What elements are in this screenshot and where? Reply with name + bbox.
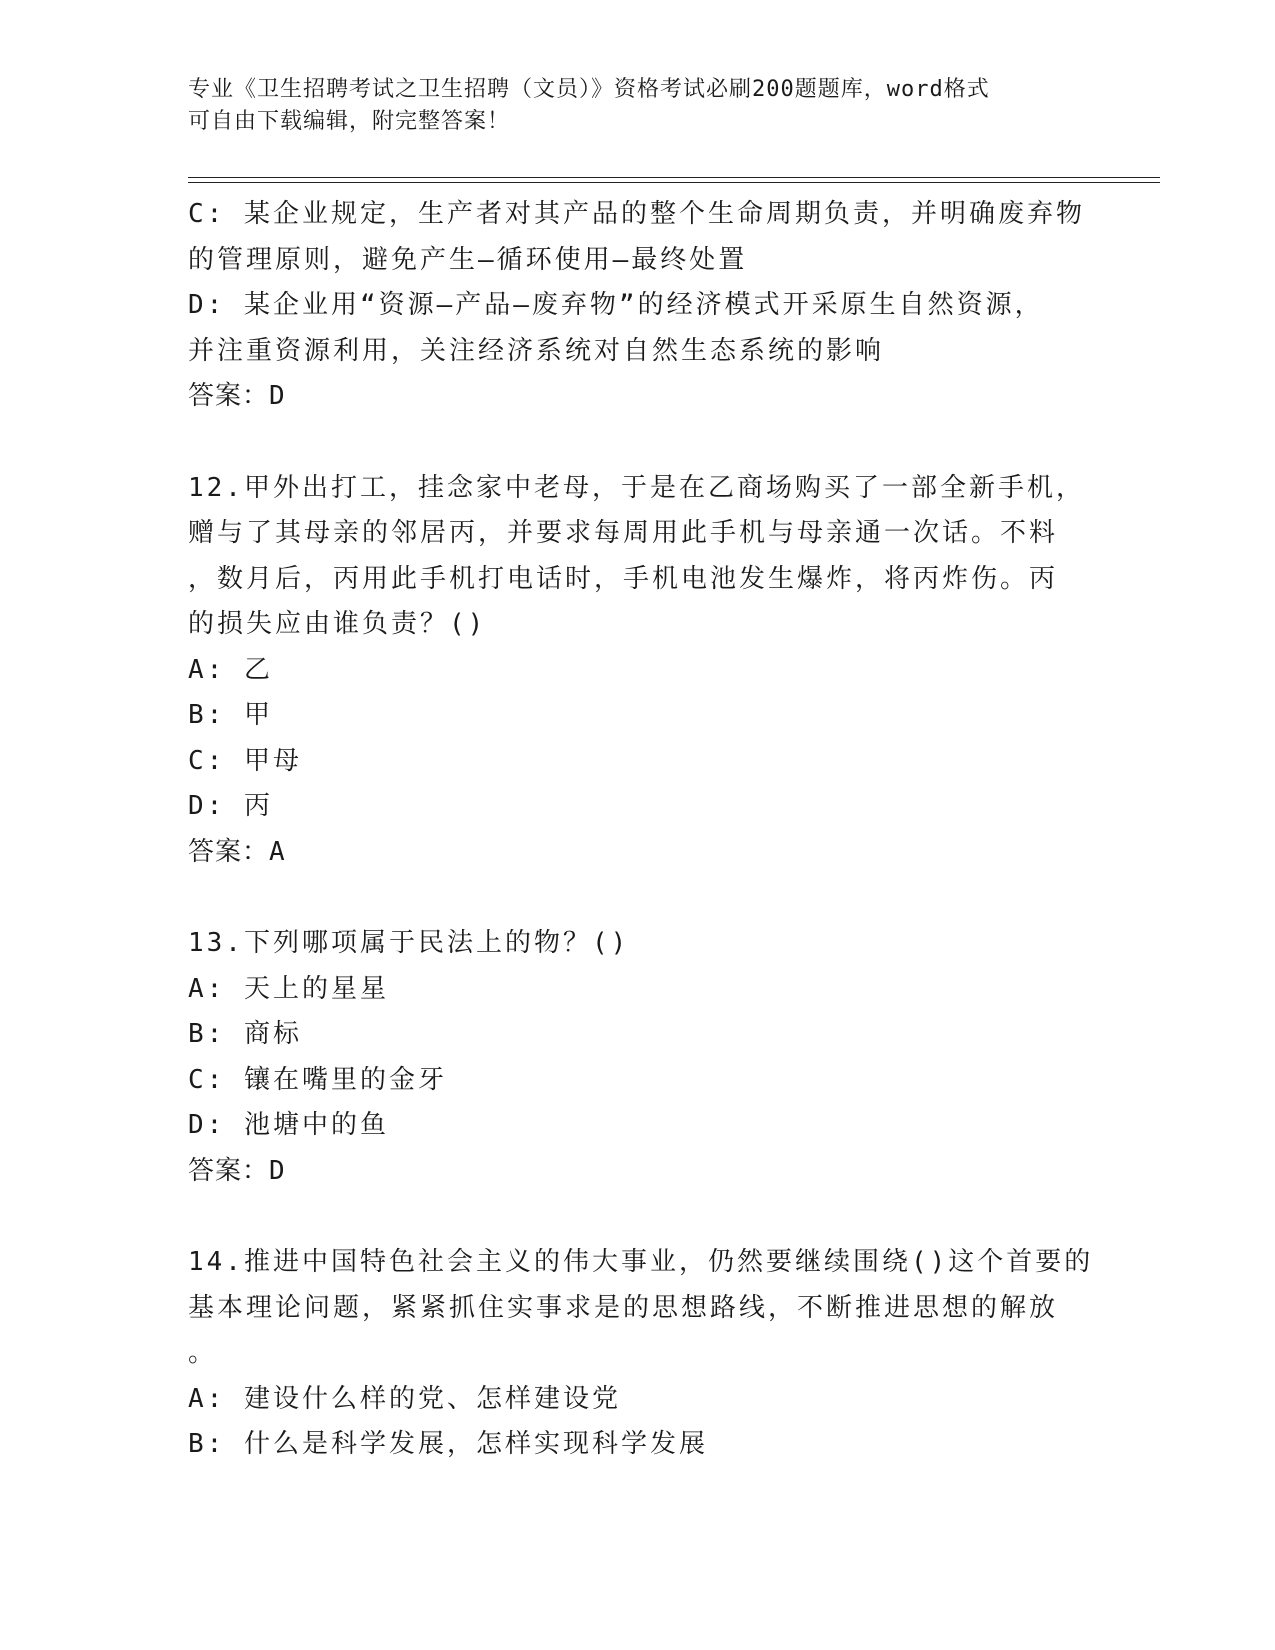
spacer <box>188 420 1088 466</box>
option-d-line-1: D: 某企业用“资源—产品—废弃物”的经济模式开采原生自然资源， <box>188 290 1044 320</box>
question-14-option-b: B: 什么是科学发展，怎样实现科学发展 <box>188 1429 708 1459</box>
spacer <box>188 1194 1088 1240</box>
question-13-option-c: C: 镶在嘴里的金牙 <box>188 1064 447 1095</box>
header-title-line-2: 可自由下载编辑，附完整答案！ <box>188 109 511 134</box>
question-14-option-a: A: 建设什么样的党、怎样建设党 <box>188 1383 621 1414</box>
header-title-line-1: 专业《卫生招聘考试之卫生招聘（文员）》资格考试必刷200题题库，word格式 <box>188 77 990 102</box>
question-12-option-a: A: 乙 <box>188 654 273 685</box>
question-13 <box>188 921 1088 1194</box>
question-13-stem-line-1: 13.下列哪项属于民法上的物？() <box>188 928 630 958</box>
question-12-option-c: C: 甲母 <box>188 745 302 776</box>
question-12 <box>188 466 1088 876</box>
option-c-line-2: 的管理原则，避免产生—循环使用—最终处置 <box>188 244 748 275</box>
spacer <box>188 875 1088 921</box>
question-13-option-b: B: 商标 <box>188 1019 302 1049</box>
question-12-option-b: B: 甲 <box>188 700 273 730</box>
document-header <box>188 74 1088 138</box>
question-13-option-a: A: 天上的星星 <box>188 973 389 1004</box>
question-13-option-d: D: 池塘中的鱼 <box>188 1110 389 1140</box>
question-14-stem-line-3: 。 <box>188 1338 218 1368</box>
continued-question-11 <box>188 192 1088 420</box>
answer-12: 答案：A <box>188 836 286 867</box>
question-12-stem-line-3: ，数月后，丙用此手机打电话时，手机电池发生爆炸，将丙炸伤。丙 <box>188 563 1059 594</box>
header-divider-bottom <box>188 182 1160 183</box>
question-14-stem-line-1: 14.推进中国特色社会主义的伟大事业，仍然要继续围绕()这个首要的 <box>188 1247 1094 1277</box>
answer-13: 答案：D <box>188 1155 286 1186</box>
question-14 <box>188 1240 1094 1468</box>
option-d-line-2: 并注重资源利用，关注经济系统对自然生态系统的影响 <box>188 335 885 366</box>
document-body <box>188 192 1094 1468</box>
question-12-stem-line-1: 12.甲外出打工，挂念家中老母，于是在乙商场购买了一部全新手机， <box>188 472 1085 503</box>
question-12-option-d: D: 丙 <box>188 791 273 821</box>
option-c-line-1: C: 某企业规定，生产者对其产品的整个生命周期负责，并明确废弃物 <box>188 199 1085 229</box>
header-divider-top <box>188 177 1160 178</box>
question-14-stem-line-2: 基本理论问题，紧紧抓住实事求是的思想路线，不断推进思想的解放 <box>188 1292 1059 1323</box>
question-12-stem-line-4: 的损失应由谁负责？() <box>188 609 487 639</box>
question-12-stem-line-2: 赠与了其母亲的邻居丙，并要求每周用此手机与母亲通一次话。不料 <box>188 518 1059 548</box>
answer-11: 答案：D <box>188 381 286 411</box>
